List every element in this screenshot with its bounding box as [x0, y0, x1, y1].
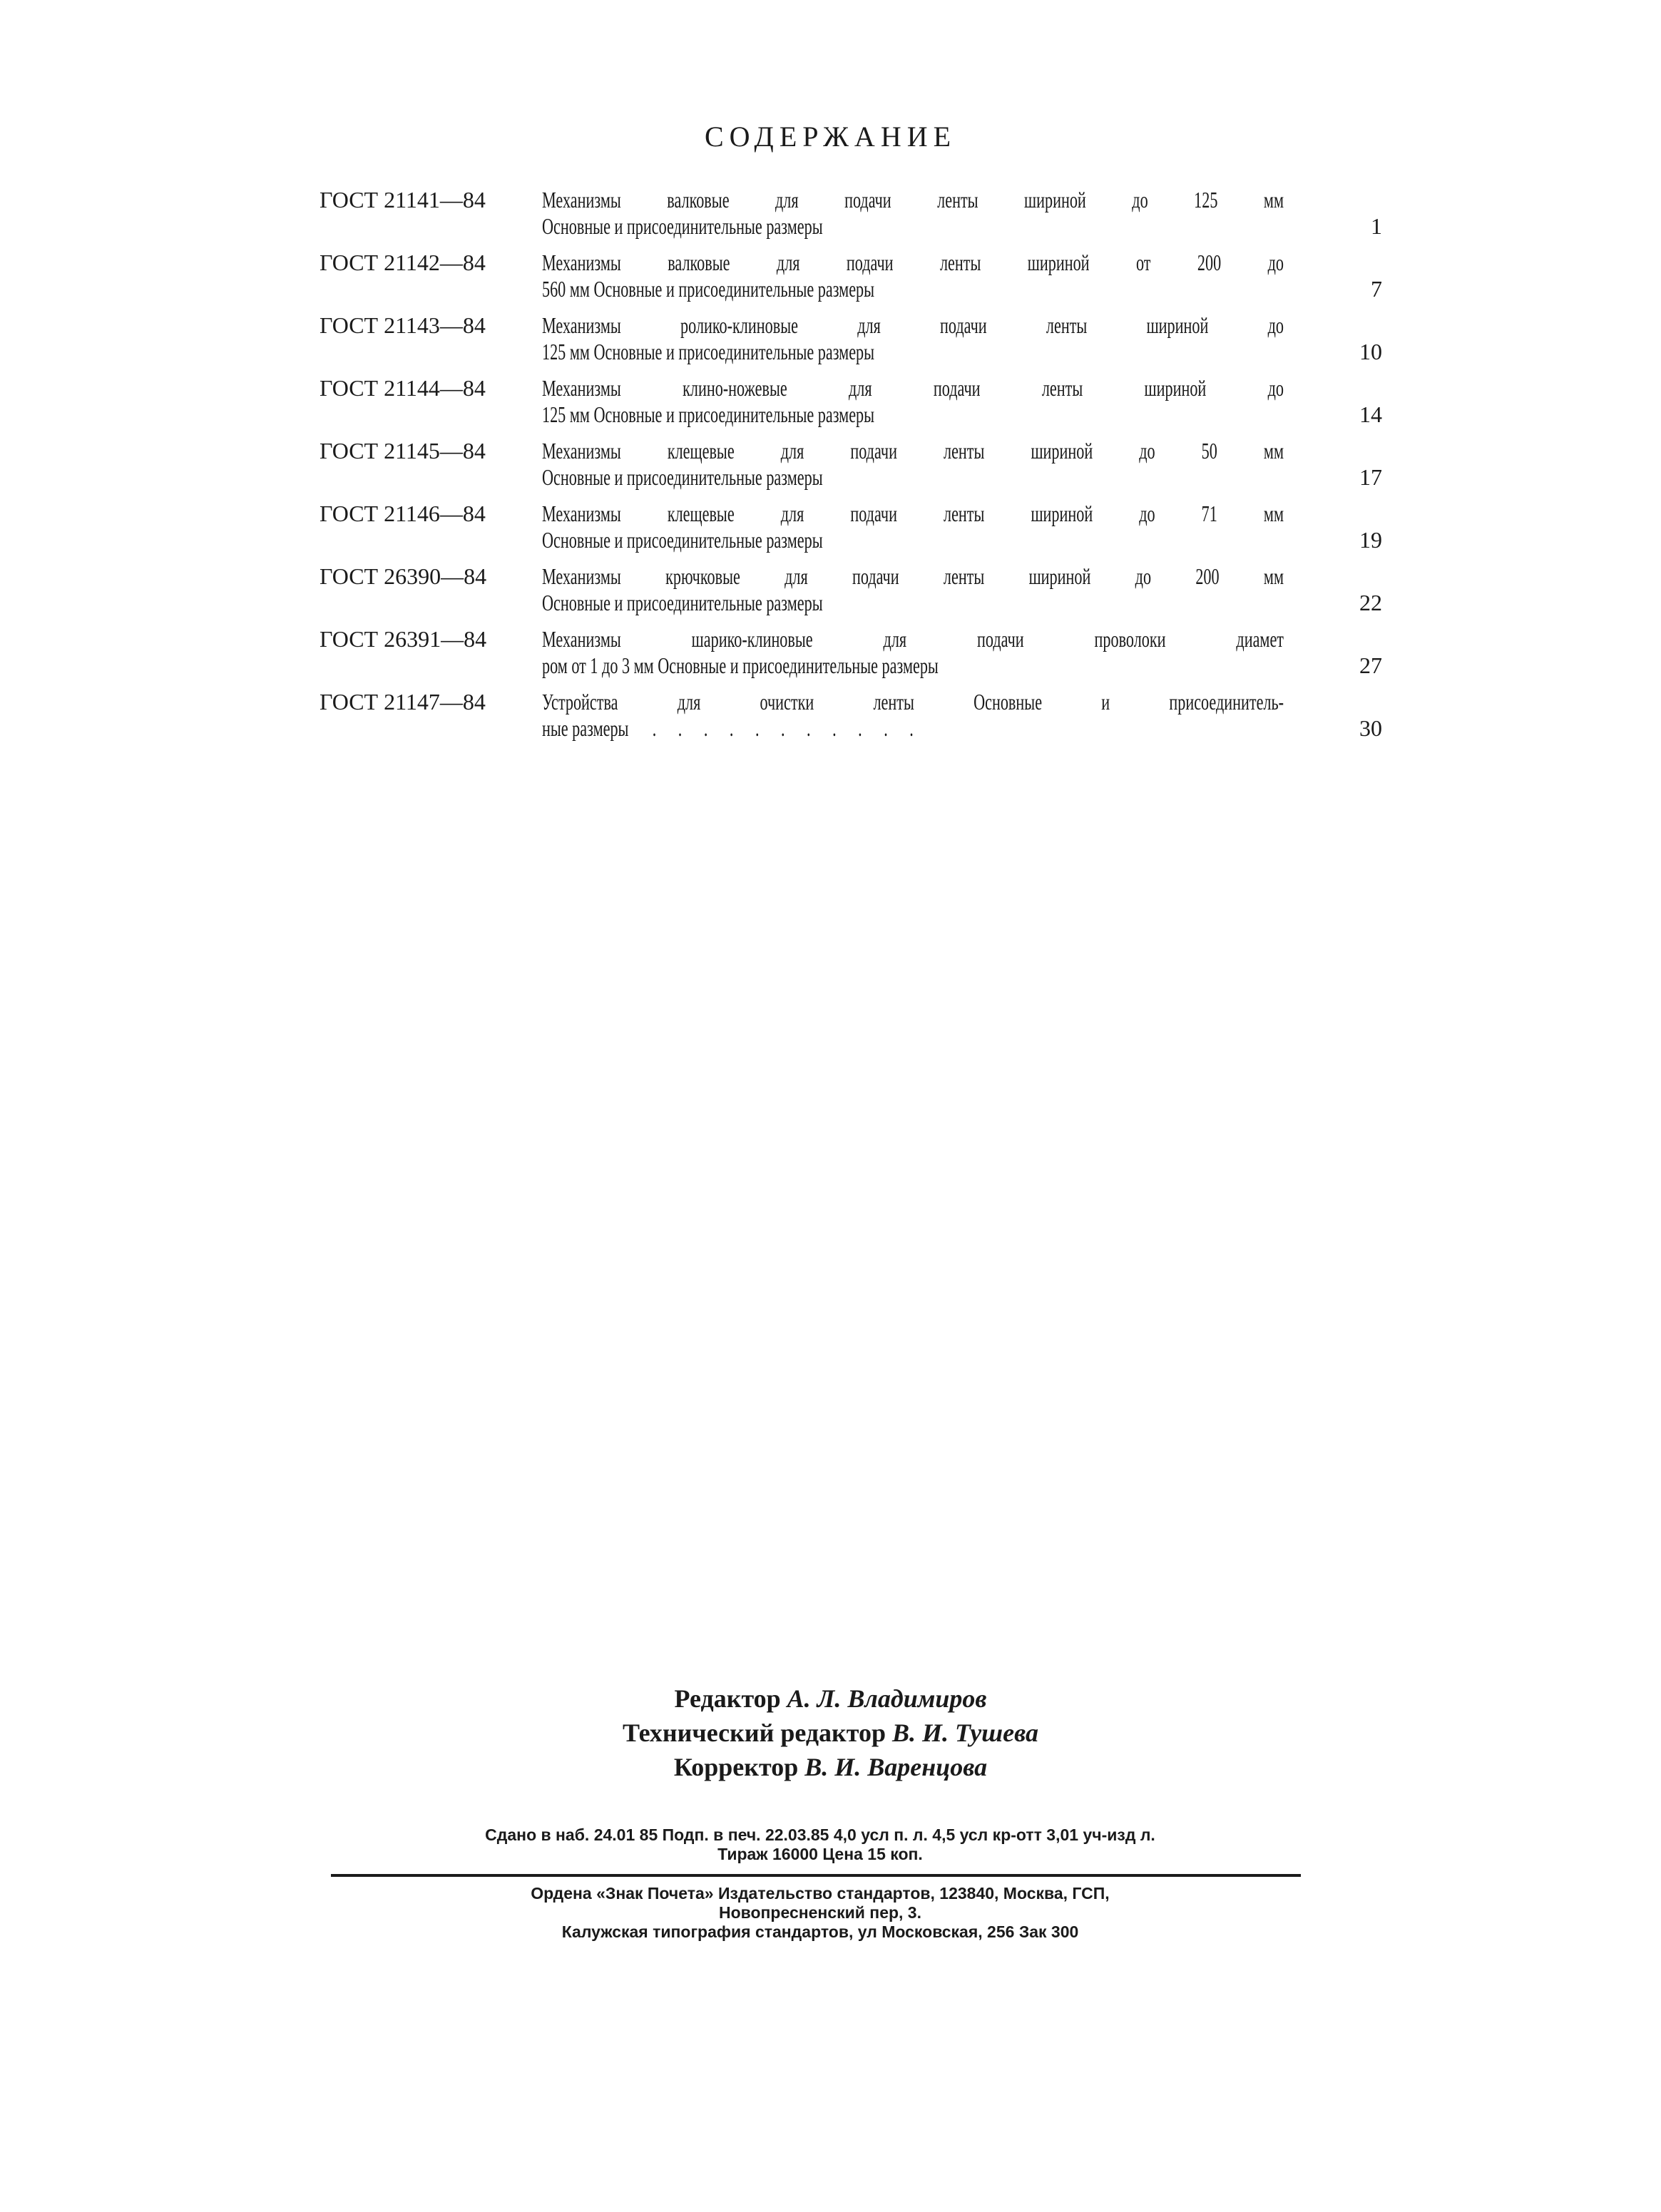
editor-name: А. Л. Владимиров [787, 1684, 987, 1713]
publisher-info [307, 1884, 1334, 1942]
toc-entry [320, 375, 1382, 438]
description-line: Основные и присоединительные размеры [542, 527, 823, 553]
description-line: Устройства для очистки ленты Основные и присоединитель- [542, 689, 1284, 715]
toc-entry [320, 438, 1382, 501]
standard-code: ГОСТ 21144—84 [320, 375, 486, 401]
description-line: Основные и присоединительные размеры [542, 590, 823, 615]
entry-description [542, 689, 1284, 742]
standard-code: ГОСТ 21145—84 [320, 438, 486, 464]
toc-entry [320, 187, 1382, 250]
toc-entry [320, 626, 1382, 689]
standard-code: ГОСТ 21146—84 [320, 501, 486, 526]
description-line [542, 715, 1284, 742]
tech-editor-name: В. И. Тушева [892, 1719, 1038, 1747]
description-line: ром от 1 до 3 мм Основные и присоединительные размеры [542, 652, 939, 678]
dot-leader: . . . . . . . . . . . [652, 715, 923, 741]
entry-description [542, 501, 1284, 553]
editor-credit [0, 1681, 1661, 1716]
editor-role: Редактор [674, 1684, 781, 1713]
page-number: 27 [1359, 652, 1382, 678]
page-number: 1 [1371, 213, 1382, 239]
entry-description [542, 626, 1284, 679]
page-number: 30 [1359, 715, 1382, 741]
imprint-line: Сдано в наб. 24.01 85 Подп. в печ. 22.03.85 4,0 усл п. л. 4,5 усл кр-отт 3,01 уч-изд л. [485, 1826, 1155, 1844]
entry-description [542, 312, 1284, 365]
toc-entry [320, 563, 1382, 626]
table-of-contents [320, 187, 1382, 752]
description-line: 125 мм Основные и присоединительные размеры [542, 401, 875, 427]
standard-code: ГОСТ 26390—84 [320, 563, 487, 589]
page-number: 19 [1359, 527, 1382, 553]
standard-code: ГОСТ 26391—84 [320, 626, 487, 652]
imprint-line: Тираж 16000 Цена 15 коп. [717, 1845, 923, 1863]
description-line-text: ные размеры [542, 715, 629, 741]
description-line: Основные и присоединительные размеры [542, 213, 823, 239]
standard-code: ГОСТ 21142—84 [320, 250, 486, 275]
tech-editor-credit [0, 1716, 1661, 1750]
toc-entry [320, 312, 1382, 375]
entry-description [542, 187, 1284, 240]
tech-editor-role: Технический редактор [623, 1719, 886, 1747]
standard-code: ГОСТ 21143—84 [320, 312, 486, 338]
description-line: Механизмы валковые для подачи ленты шириной до 125 мм [542, 187, 1284, 213]
print-imprint [307, 1826, 1334, 1864]
description-line: Механизмы ролико-клиновые для подачи ленты шириной до [542, 312, 1284, 338]
toc-entry [320, 250, 1382, 312]
proofreader-role: Корректор [673, 1753, 799, 1781]
entry-description [542, 375, 1284, 428]
page-number: 7 [1371, 276, 1382, 302]
description-line: 560 мм Основные и присоединительные размеры [542, 276, 875, 302]
description-line: Механизмы шарико-клиновые для подачи проволоки диамет [542, 626, 1284, 652]
standard-code: ГОСТ 21147—84 [320, 689, 486, 715]
publisher-line: Ордена «Знак Почета» Издательство стандартов, 123840, Москва, ГСП, [531, 1884, 1110, 1903]
description-line: Механизмы клещевые для подачи ленты шириной до 71 мм [542, 501, 1284, 526]
page-number: 14 [1359, 401, 1382, 427]
page-number: 10 [1359, 339, 1382, 364]
proofreader-credit [0, 1750, 1661, 1784]
publisher-line: Калужская типография стандартов, ул Московская, 256 Зак 300 [561, 1922, 1079, 1941]
publisher-line: Новопресненский пер, 3. [718, 1903, 921, 1922]
standard-code: ГОСТ 21141—84 [320, 187, 486, 213]
entry-description [542, 438, 1284, 491]
description-line: 125 мм Основные и присоединительные размеры [542, 339, 875, 364]
page-number: 17 [1359, 464, 1382, 490]
description-line: Механизмы валковые для подачи ленты шириной от 200 до [542, 250, 1284, 275]
divider-rule [331, 1874, 1301, 1877]
description-line: Механизмы клино-ножевые для подачи ленты шириной до [542, 375, 1284, 401]
toc-entry [320, 501, 1382, 563]
toc-entry [320, 689, 1382, 752]
entry-description [542, 250, 1284, 302]
description-line: Механизмы клещевые для подачи ленты шириной до 50 мм [542, 438, 1284, 464]
page-number: 22 [1359, 590, 1382, 615]
description-line: Механизмы крючковые для подачи ленты шириной до 200 мм [542, 563, 1284, 589]
entry-description [542, 563, 1284, 616]
description-line: Основные и присоединительные размеры [542, 464, 823, 490]
proofreader-name: В. И. Варенцова [804, 1753, 988, 1781]
page-title: СОДЕРЖАНИЕ [704, 121, 957, 153]
credits-block [0, 1681, 1661, 1784]
